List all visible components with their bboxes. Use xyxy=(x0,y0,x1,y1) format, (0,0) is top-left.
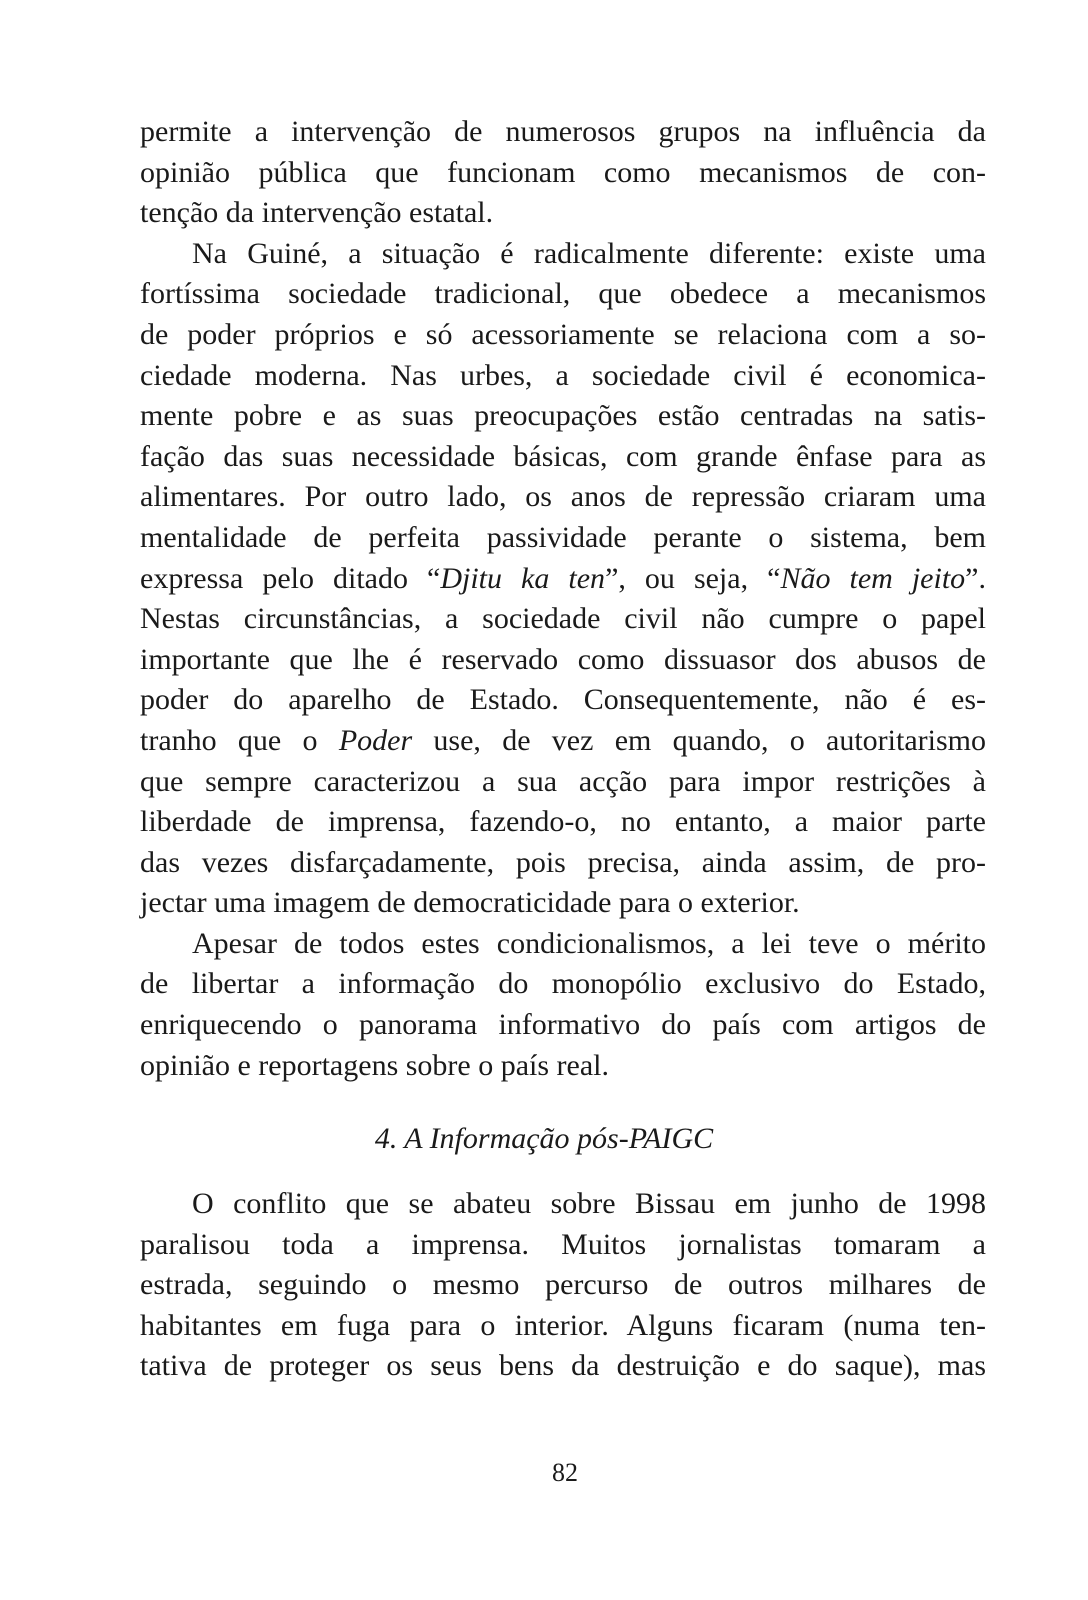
text-segment: use, de vez em quando, o autoritarismo xyxy=(412,723,986,757)
text-line xyxy=(140,1225,986,1266)
text-line xyxy=(140,762,986,803)
text-segment: ”, ou seja, “ xyxy=(605,561,781,595)
text-segment: das vezes disfarçadamente, pois precisa, ainda assim, de pro- xyxy=(140,845,986,879)
section-body-text xyxy=(140,1184,986,1387)
italic-text: Djitu ka ten xyxy=(440,561,606,595)
text-line xyxy=(140,843,986,884)
text-segment: tranho que o xyxy=(140,723,339,757)
text-segment: que sempre caracterizou a sua acção para impor restrições à xyxy=(140,764,986,798)
text-line xyxy=(140,1005,986,1046)
text-line xyxy=(140,518,986,559)
text-segment: Na Guiné, a situação é radicalmente diferente: existe uma xyxy=(192,236,986,270)
text-segment: enriquecendo o panorama informativo do país com artigos de xyxy=(140,1008,986,1042)
text-segment: mente pobre e as suas preocupações estão centradas na satis- xyxy=(140,399,986,433)
italic-text: Poder xyxy=(338,723,413,757)
text-segment: alimentares. Por outro lado, os anos de repressão criaram uma xyxy=(140,480,986,514)
text-line xyxy=(140,437,986,478)
text-line xyxy=(140,1306,986,1347)
text-segment: habitantes em fuga para o interior. Alguns ficaram (numa ten- xyxy=(140,1308,986,1342)
text-line xyxy=(140,315,986,356)
body-text xyxy=(140,112,986,1086)
text-segment: O conflito que se abateu sobre Bissau em junho de 1998 xyxy=(192,1187,986,1220)
text-segment: expressa pelo ditado “ xyxy=(140,561,441,595)
text-segment: opinião e reportagens sobre o país real. xyxy=(140,1048,609,1082)
text-segment: Apesar de todos estes condicionalismos, a lei teve o mérito xyxy=(192,926,986,960)
italic-text: Não tem jeito xyxy=(780,561,966,595)
text-segment: tenção da intervenção estatal. xyxy=(140,196,494,230)
text-segment: jectar uma imagem de democraticidade para o exterior. xyxy=(140,886,800,920)
text-segment: paralisou toda a imprensa. Muitos jornalistas tomaram a xyxy=(140,1227,986,1261)
text-segment: ciedade moderna. Nas urbes, a sociedade civil é economica- xyxy=(140,358,986,392)
text-segment: importante que lhe é reservado como dissuasor dos abusos de xyxy=(140,642,986,676)
text-line xyxy=(140,477,986,518)
text-line xyxy=(140,1184,986,1225)
text-line xyxy=(140,680,986,721)
text-segment: de poder próprios e só acessoriamente se relaciona com a so- xyxy=(140,317,986,351)
text-line xyxy=(140,802,986,843)
text-line xyxy=(140,396,986,437)
text-line xyxy=(140,883,986,924)
text-line xyxy=(140,356,986,397)
text-line xyxy=(140,193,986,234)
text-segment: opinião pública que funcionam como mecanismos de con- xyxy=(140,155,986,189)
text-line xyxy=(140,1046,986,1087)
page-number: 82 xyxy=(552,1458,578,1487)
text-segment: estrada, seguindo o mesmo percurso de outros milhares de xyxy=(140,1268,986,1302)
text-segment: de libertar a informação do monopólio exclusivo do Estado, xyxy=(140,967,986,1001)
text-line xyxy=(140,924,986,965)
text-segment: mentalidade de perfeita passividade perante o sistema, bem xyxy=(140,520,986,554)
text-line xyxy=(140,1265,986,1306)
text-line xyxy=(140,153,986,194)
text-line xyxy=(140,559,986,600)
text-line xyxy=(140,1346,986,1387)
text-line xyxy=(140,274,986,315)
text-segment: ”. xyxy=(965,561,986,595)
text-segment: tativa de proteger os seus bens da destruição e do saque), mas xyxy=(140,1349,986,1383)
text-segment: fação das suas necessidade básicas, com grande ênfase para as xyxy=(140,439,986,473)
section-heading: 4. A Informação pós-PAIGC xyxy=(374,1122,714,1155)
text-segment: liberdade de imprensa, fazendo-o, no entanto, a maior parte xyxy=(140,805,986,839)
text-line xyxy=(140,640,986,681)
text-segment: poder do aparelho de Estado. Consequentemente, não é es- xyxy=(140,683,986,717)
text-line xyxy=(140,964,986,1005)
text-segment: permite a intervenção de numerosos grupos na influência da xyxy=(140,115,986,148)
text-line xyxy=(140,234,986,275)
text-segment: fortíssima sociedade tradicional, que obedece a mecanismos xyxy=(140,277,986,311)
text-line xyxy=(140,721,986,762)
text-line xyxy=(140,599,986,640)
text-line xyxy=(140,112,986,153)
text-segment: Nestas circunstâncias, a sociedade civil não cumpre o papel xyxy=(140,602,986,636)
